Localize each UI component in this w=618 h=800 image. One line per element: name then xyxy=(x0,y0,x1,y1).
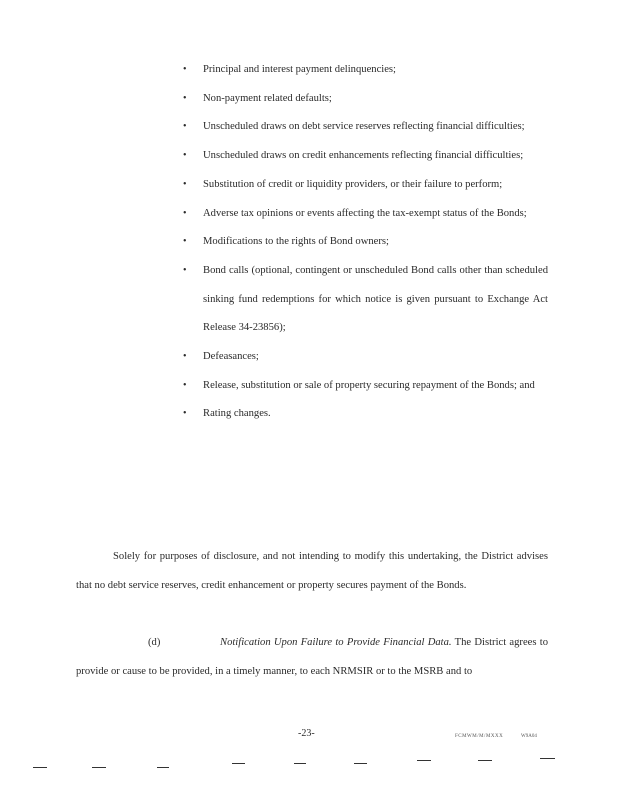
section-text: The District agrees to provide or cause to be provided, in a timely manner, to each NRMSIR or to the MSRB and to xyxy=(76,637,548,677)
scan-mark xyxy=(417,760,431,761)
list-item: • Principal and interest payment delinquencies; xyxy=(183,56,548,85)
scan-mark xyxy=(232,763,245,764)
bullet-icon: • xyxy=(183,178,187,190)
list-item: • Substitution of credit or liquidity providers, or their failure to perform; xyxy=(183,171,548,200)
bullet-icon: • xyxy=(183,351,187,363)
list-item: • Unscheduled draws on debt service reserves reflecting financial difficulties; xyxy=(183,113,548,142)
list-item: • Bond calls (optional, contingent or unscheduled Bond calls other than scheduled sinking fund redemptions for which notice is given pursuant to Exchange Act Release 34-23856); xyxy=(183,257,548,343)
list-item: • Release, substitution or sale of property securing repayment of the Bonds; and xyxy=(183,372,548,401)
list-item: • Rating changes. xyxy=(183,400,548,429)
list-item: • Unscheduled draws on credit enhancements reflecting financial difficulties; xyxy=(183,142,548,171)
list-item: • Adverse tax opinions or events affecting the tax-exempt status of the Bonds; xyxy=(183,200,548,229)
bullet-icon: • xyxy=(183,207,187,219)
document-code-secondary: W9A04 xyxy=(521,734,537,739)
scan-mark xyxy=(540,758,555,759)
bullet-icon: • xyxy=(183,150,187,162)
bullet-icon: • xyxy=(183,92,187,104)
scan-mark xyxy=(294,763,306,764)
section-heading: Notification Upon Failure to Provide Financial Data. xyxy=(220,637,452,648)
scan-mark xyxy=(92,767,106,768)
bullet-icon: • xyxy=(183,64,187,75)
scan-mark xyxy=(354,763,367,764)
bullet-icon: • xyxy=(183,408,187,420)
list-item: • Defeasances; xyxy=(183,343,548,372)
section-label: (d) xyxy=(148,637,161,648)
bullet-icon: • xyxy=(183,264,187,276)
list-item: • Modifications to the rights of Bond owners; xyxy=(183,228,548,257)
bullet-icon: • xyxy=(183,236,187,248)
list-item: • Non-payment related defaults; xyxy=(183,85,548,114)
page-number: -23- xyxy=(298,728,315,739)
scan-mark xyxy=(478,760,492,761)
document-code: FCMWM/M/MXXX xyxy=(455,734,504,739)
bullet-icon: • xyxy=(183,121,187,133)
notification-paragraph xyxy=(76,629,548,686)
bullet-icon: • xyxy=(183,379,187,391)
disclosure-paragraph: Solely for purposes of disclosure, and not intending to modify this undertaking, the District advises that no debt service reserves, credit enhancement or property secures payment of the Bonds. xyxy=(76,551,548,591)
scan-mark xyxy=(33,767,47,768)
scan-mark xyxy=(157,767,169,768)
disclosure-events-list xyxy=(183,56,548,429)
